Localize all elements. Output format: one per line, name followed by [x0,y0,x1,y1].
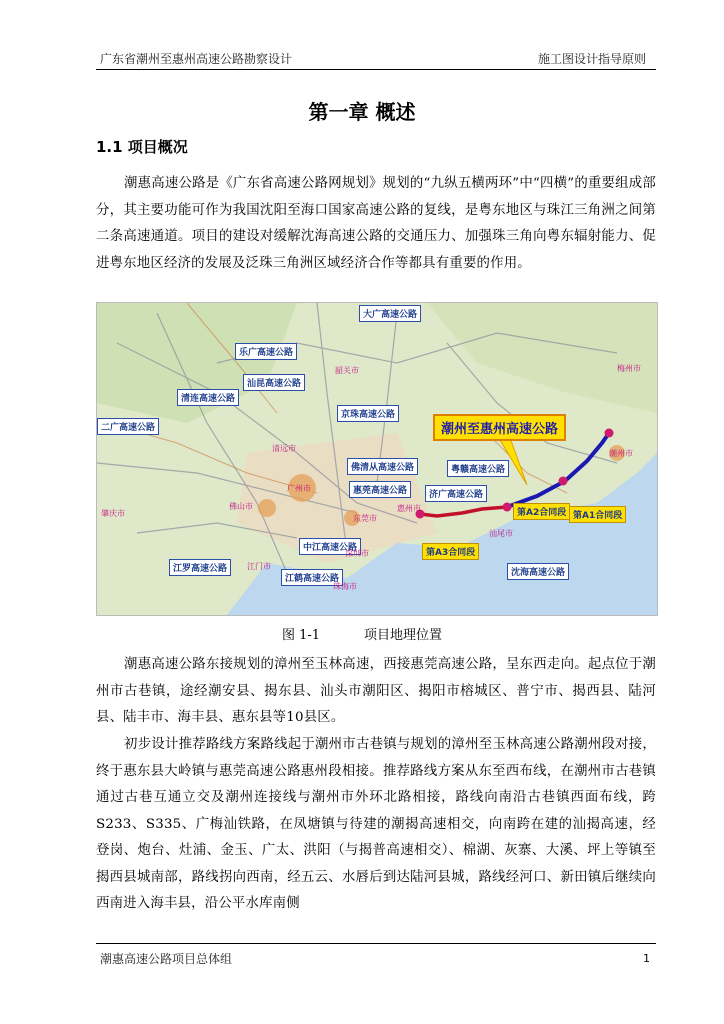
chapter-title: 第一章 概述 [308,100,416,124]
road-label: 惠莞高速公路 [349,481,411,498]
figure-title: 项目地理位置 [364,628,443,643]
road-label: 京珠高速公路 [337,405,399,422]
road-label: 清连高速公路 [177,389,239,406]
city-label: 佛山市 [229,502,253,511]
city-label: 肇庆市 [101,509,125,518]
paragraph-overview-text: 潮惠高速公路是《广东省高速公路网规划》规划的“九纵五横两环”中“四横”的重要组成部分，其主要功能可作为我国沈阳至海口国家高速公路的复线，是粤东地区与珠江三角洲之间第二条高速通道。项目的建设对缓解沈海高速公路的交通压力、加强珠三角向粤东辐射能力、促进粤东地区经济的发展及泛珠三角洲区域经济合作等都具有重要的作用。 [96,176,656,271]
city-marker-foshan [258,499,276,517]
page-header-right: 施工图设计指导原则 [537,52,646,66]
road-label: 中江高速公路 [299,538,361,555]
footer-rule [96,943,656,944]
paragraph-route-plan-text: 初步设计推荐路线方案路线起于潮州市古巷镇与规划的漳州至玉林高速公路潮州段对接，终于惠东县大岭镇与惠莞高速公路惠州段相接。推荐路线方案从东至西布线，在潮州市古巷镇通过古巷互通立交及潮州连接线与潮州市外环北路相接，路线向南沿古巷镇西面布线，跨 S233、S335、广梅汕铁路，在凤塘镇与待建的潮揭高速相交，向南跨在建的汕揭高速，经登岗、炮台、灶浦、金玉、广太、洪阳（与揭普高速相交）、棉湖、灰寨、大溪、坪上等镇至揭西县城南部，路线拐向西南，经五云、水唇后到达陆河县城，路线经河口、新田镇后继续向西南进入海丰县，沿公平水库南侧 [96,737,656,911]
contract-label-a3: 第A3合同段 [422,543,479,560]
city-label: 东莞市 [353,514,377,523]
page-footer-left: 潮惠高速公路项目总体组 [100,952,233,966]
header-rule [96,69,656,70]
road-label: 粤赣高速公路 [447,460,509,477]
road-label: 济广高速公路 [425,485,487,502]
figure-number: 图 1-1 [281,628,321,643]
contract-label-a2: 第A2合同段 [513,503,570,520]
paragraph-route-endpoints-text: 潮惠高速公路东接规划的漳州至玉林高速，西接惠莞高速公路，呈东西走向。起点位于潮州市古巷镇，途经潮安县、揭东县、汕头市潮阳区、揭阳市榕城区、普宁市、揭西县、陆河县、陆丰市、海丰县、惠东县等10县区。 [96,657,656,725]
road-label: 汕昆高速公路 [243,374,305,391]
city-label: 深圳市 [345,549,369,558]
section-title: 1.1 项目概况 [96,138,188,156]
city-label: 江门市 [247,562,271,571]
city-label: 梅州市 [617,364,641,373]
road-label: 江罗高速公路 [169,559,231,576]
paragraph-overview [96,171,656,277]
city-label: 广州市 [287,484,311,493]
road-label: 乐广高速公路 [235,343,297,360]
page-number: 1 [643,952,650,965]
road-label: 二广高速公路 [97,418,159,435]
city-label: 惠州市 [397,504,421,513]
city-label: 清远市 [272,444,296,453]
route-node [559,477,568,486]
contract-label-a1: 第A1合同段 [569,506,626,523]
figure-caption [0,624,724,643]
city-label: 潮州市 [609,449,633,458]
paragraph-route-endpoints [96,652,656,732]
route-highlight-label: 潮州至惠州高速公路 [433,414,566,441]
road-label: 沈海高速公路 [507,563,569,580]
road-label: 佛清从高速公路 [347,458,418,475]
road-label: 江鹤高速公路 [281,569,343,586]
road-label: 大广高速公路 [359,305,421,322]
route-node [605,429,614,438]
page-header-left: 广东省潮州至惠州高速公路勘察设计 [100,52,293,66]
paragraph-route-plan [96,732,656,918]
route-node [503,503,512,512]
location-map [96,302,658,616]
city-label: 珠海市 [333,582,357,591]
city-label: 韶关市 [335,366,359,375]
city-label: 汕尾市 [489,529,513,538]
